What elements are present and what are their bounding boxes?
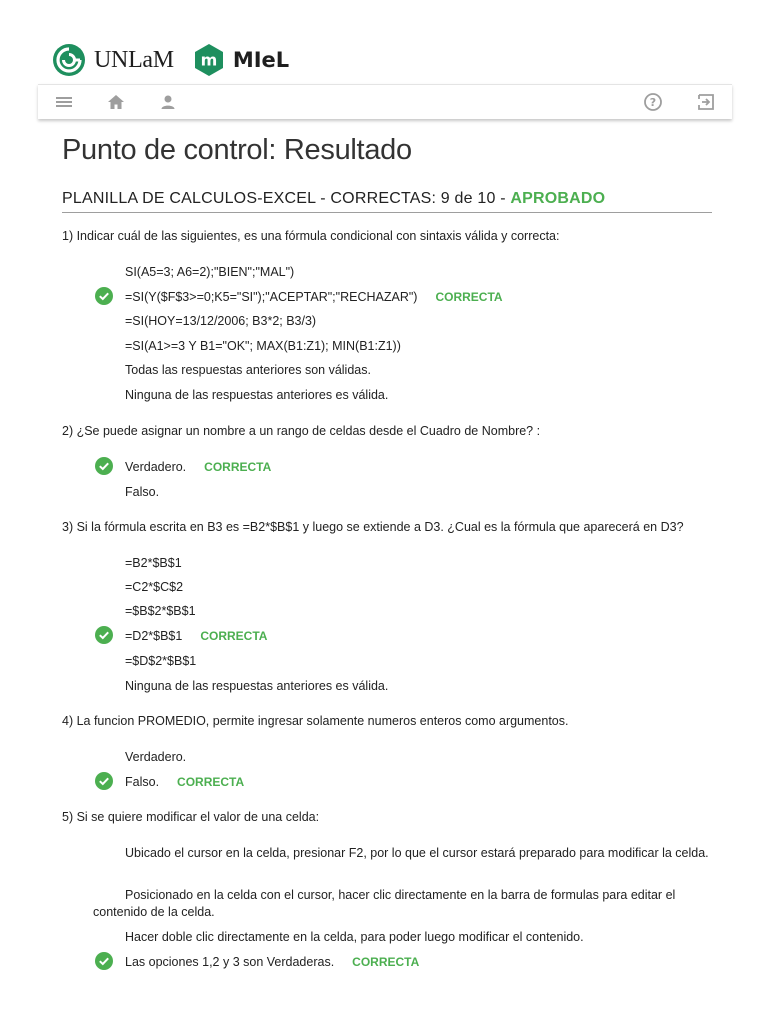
page-title: Punto de control: Resultado [62, 134, 412, 166]
q2-option-2: Falso. [125, 485, 160, 499]
option-text: =D2*$B$1 [125, 629, 183, 643]
q4-option-1: Verdadero. [125, 750, 187, 764]
unlam-logo-icon [52, 43, 86, 77]
q5-option-1: Ubicado el cursor en la celda, presionar F2, por lo que el cursor estará preparado para modificar la celda. [125, 846, 709, 860]
q2-option-1 [125, 460, 271, 474]
q3-option-1: =B2*$B$1 [125, 556, 182, 570]
question-5: 5) Si se quiere modificar el valor de una celda: [62, 810, 320, 824]
check-circle-icon [95, 287, 113, 305]
q1-option-5: Todas las respuestas anteriores son válidas. [125, 363, 371, 377]
q3-option-5: =$D$2*$B$1 [125, 654, 197, 668]
q3-option-6: Ninguna de las respuestas anteriores es válida. [125, 679, 389, 693]
question-2: 2) ¿Se puede asignar un nombre a un rango de celdas desde el Cuadro de Nombre? : [62, 424, 541, 438]
option-text: Falso. [125, 775, 160, 789]
university-name: UNLaM [94, 46, 174, 73]
help-icon[interactable] [643, 92, 663, 112]
user-icon[interactable] [158, 92, 178, 112]
correct-label: CORRECTA [177, 775, 245, 789]
brand-header [52, 40, 289, 80]
q5-option-2: Posicionado en la celda con el cursor, hacer clic directamente en la barra de formulas para editar el contenido de la celda. [93, 888, 676, 919]
miel-logo-icon [192, 43, 226, 77]
correct-label: CORRECTA [204, 460, 272, 474]
result-summary [62, 190, 712, 213]
correct-label: CORRECTA [352, 955, 420, 969]
correct-label: CORRECTA [435, 290, 503, 304]
svg-text:m: m [200, 50, 218, 70]
q3-option-2: =C2*$C$2 [125, 580, 184, 594]
q3-option-3: =$B$2*$B$1 [125, 604, 196, 618]
q3-option-4 [125, 629, 267, 643]
menu-icon[interactable] [54, 92, 74, 112]
q1-option-6: Ninguna de las respuestas anteriores es válida. [125, 388, 389, 402]
check-circle-icon [95, 952, 113, 970]
question-3: 3) Si la fórmula escrita en B3 es =B2*$B$1 y luego se extiende a D3. ¿Cual es la fórmula que aparecerá en D3? [62, 520, 684, 534]
check-circle-icon [95, 457, 113, 475]
q1-option-3: =SI(HOY=13/12/2006; B3*2; B3/3) [125, 314, 317, 328]
question-4: 4) La funcion PROMEDIO, permite ingresar solamente numeros enteros como argumentos. [62, 714, 569, 728]
option-text: Las opciones 1,2 y 3 son Verdaderas. [125, 955, 335, 969]
status-badge: APROBADO [510, 190, 606, 207]
check-circle-icon [95, 772, 113, 790]
check-circle-icon [95, 626, 113, 644]
q1-option-4: =SI(A1>=3 Y B1="OK"; MAX(B1:Z1); MIN(B1:Z1)) [125, 339, 401, 353]
svg-text:?: ? [649, 96, 657, 110]
q5-option-4 [125, 955, 419, 969]
platform-name: MIeL [232, 48, 290, 72]
option-text: Verdadero. [125, 460, 187, 474]
q5-option-3: Hacer doble clic directamente en la celda, para poder luego modificar el contenido. [125, 930, 584, 944]
q4-option-2 [125, 775, 244, 789]
home-icon[interactable] [106, 92, 126, 112]
top-toolbar [38, 84, 732, 119]
summary-text: PLANILLA DE CALCULOS-EXCEL - CORRECTAS: 9 de 10 - [62, 190, 506, 207]
question-1: 1) Indicar cuál de las siguientes, es una fórmula condicional con sintaxis válida y correcta: [62, 229, 560, 243]
q1-option-2 [125, 290, 503, 304]
q1-option-1: SI(A5=3; A6=2);"BIEN";"MAL") [125, 265, 295, 279]
correct-label: CORRECTA [200, 629, 268, 643]
logout-icon[interactable] [696, 92, 716, 112]
option-text: =SI(Y($F$3>=0;K5="SI");"ACEPTAR";"RECHAZAR") [125, 290, 418, 304]
